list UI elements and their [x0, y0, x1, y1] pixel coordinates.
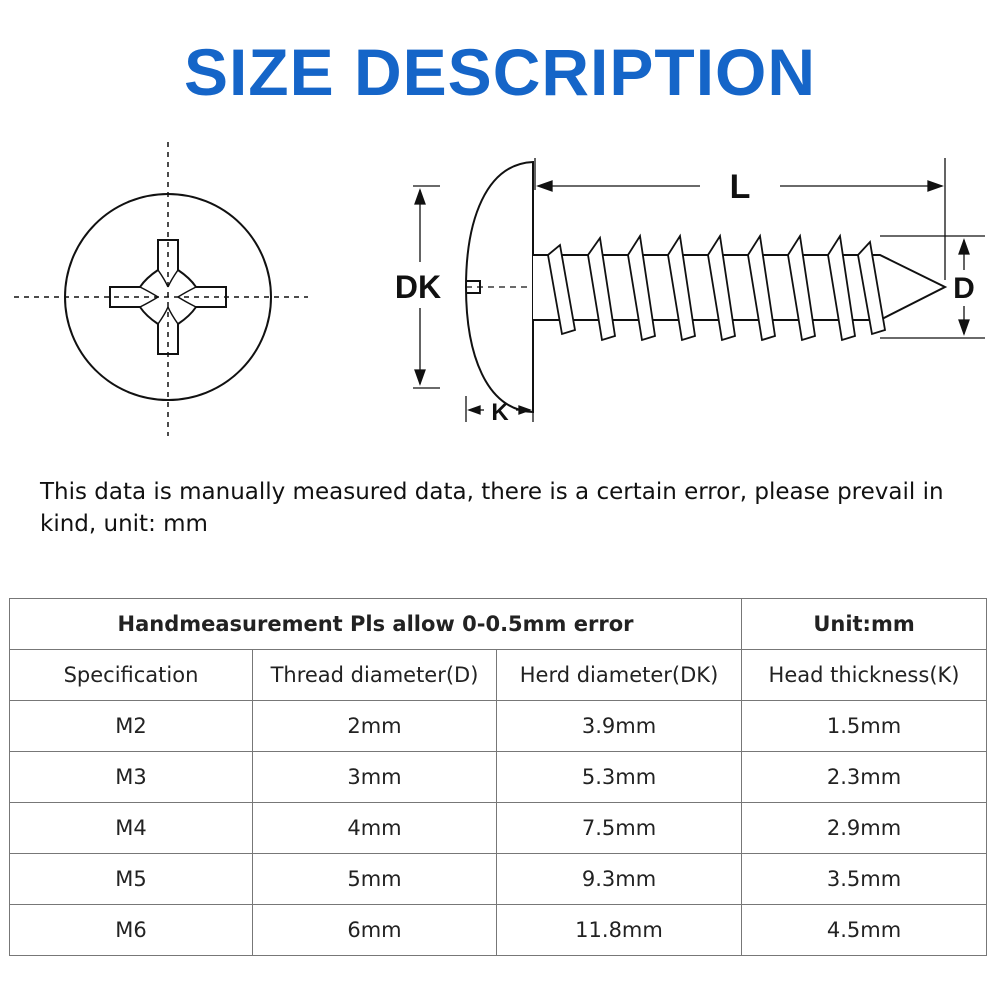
table-row — [10, 701, 987, 752]
table-cell: 4.5mm — [742, 905, 987, 956]
table-cell: M2 — [10, 701, 253, 752]
table-cell: 5.3mm — [497, 752, 742, 803]
table-header-error-note: Handmeasurement Pls allow 0-0.5mm error — [10, 599, 742, 650]
table-cell: 3.5mm — [742, 854, 987, 905]
table-row — [10, 905, 987, 956]
table-cell: M5 — [10, 854, 253, 905]
table-cell: 7.5mm — [497, 803, 742, 854]
screw-dimension-diagram — [0, 130, 1000, 450]
table-cell: 5mm — [253, 854, 497, 905]
size-table — [9, 598, 987, 956]
pan-head-screw-side-view-icon — [466, 162, 945, 412]
table-cell: 4mm — [253, 803, 497, 854]
column-header: Thread diameter(D) — [253, 650, 497, 701]
table-header-unit: Unit:mm — [742, 599, 987, 650]
table-cell: 3mm — [253, 752, 497, 803]
table-row — [10, 803, 987, 854]
page-title: SIZE DESCRIPTION — [183, 35, 817, 109]
measurement-note: This data is manually measured data, there is a certain error, please prevail in kind, unit: mm — [40, 479, 944, 537]
phillips-head-top-view-icon — [14, 142, 308, 436]
table-cell: 9.3mm — [497, 854, 742, 905]
label-DK: DK — [394, 269, 442, 305]
label-L: L — [729, 168, 751, 206]
label-K: K — [491, 399, 509, 426]
column-header: Head thickness(K) — [742, 650, 987, 701]
table-row — [10, 752, 987, 803]
label-D: D — [953, 272, 975, 305]
table-header-row — [10, 599, 987, 650]
table-cell: 2mm — [253, 701, 497, 752]
table-cell: 2.9mm — [742, 803, 987, 854]
table-cell: 1.5mm — [742, 701, 987, 752]
table-cell: 11.8mm — [497, 905, 742, 956]
column-header: Specification — [10, 650, 253, 701]
column-header: Herd diameter(DK) — [497, 650, 742, 701]
table-cell: 2.3mm — [742, 752, 987, 803]
table-cell: M3 — [10, 752, 253, 803]
table-cell: M6 — [10, 905, 253, 956]
table-cell: 3.9mm — [497, 701, 742, 752]
table-column-headers — [10, 650, 987, 701]
table-row — [10, 854, 987, 905]
table-cell: M4 — [10, 803, 253, 854]
table-cell: 6mm — [253, 905, 497, 956]
